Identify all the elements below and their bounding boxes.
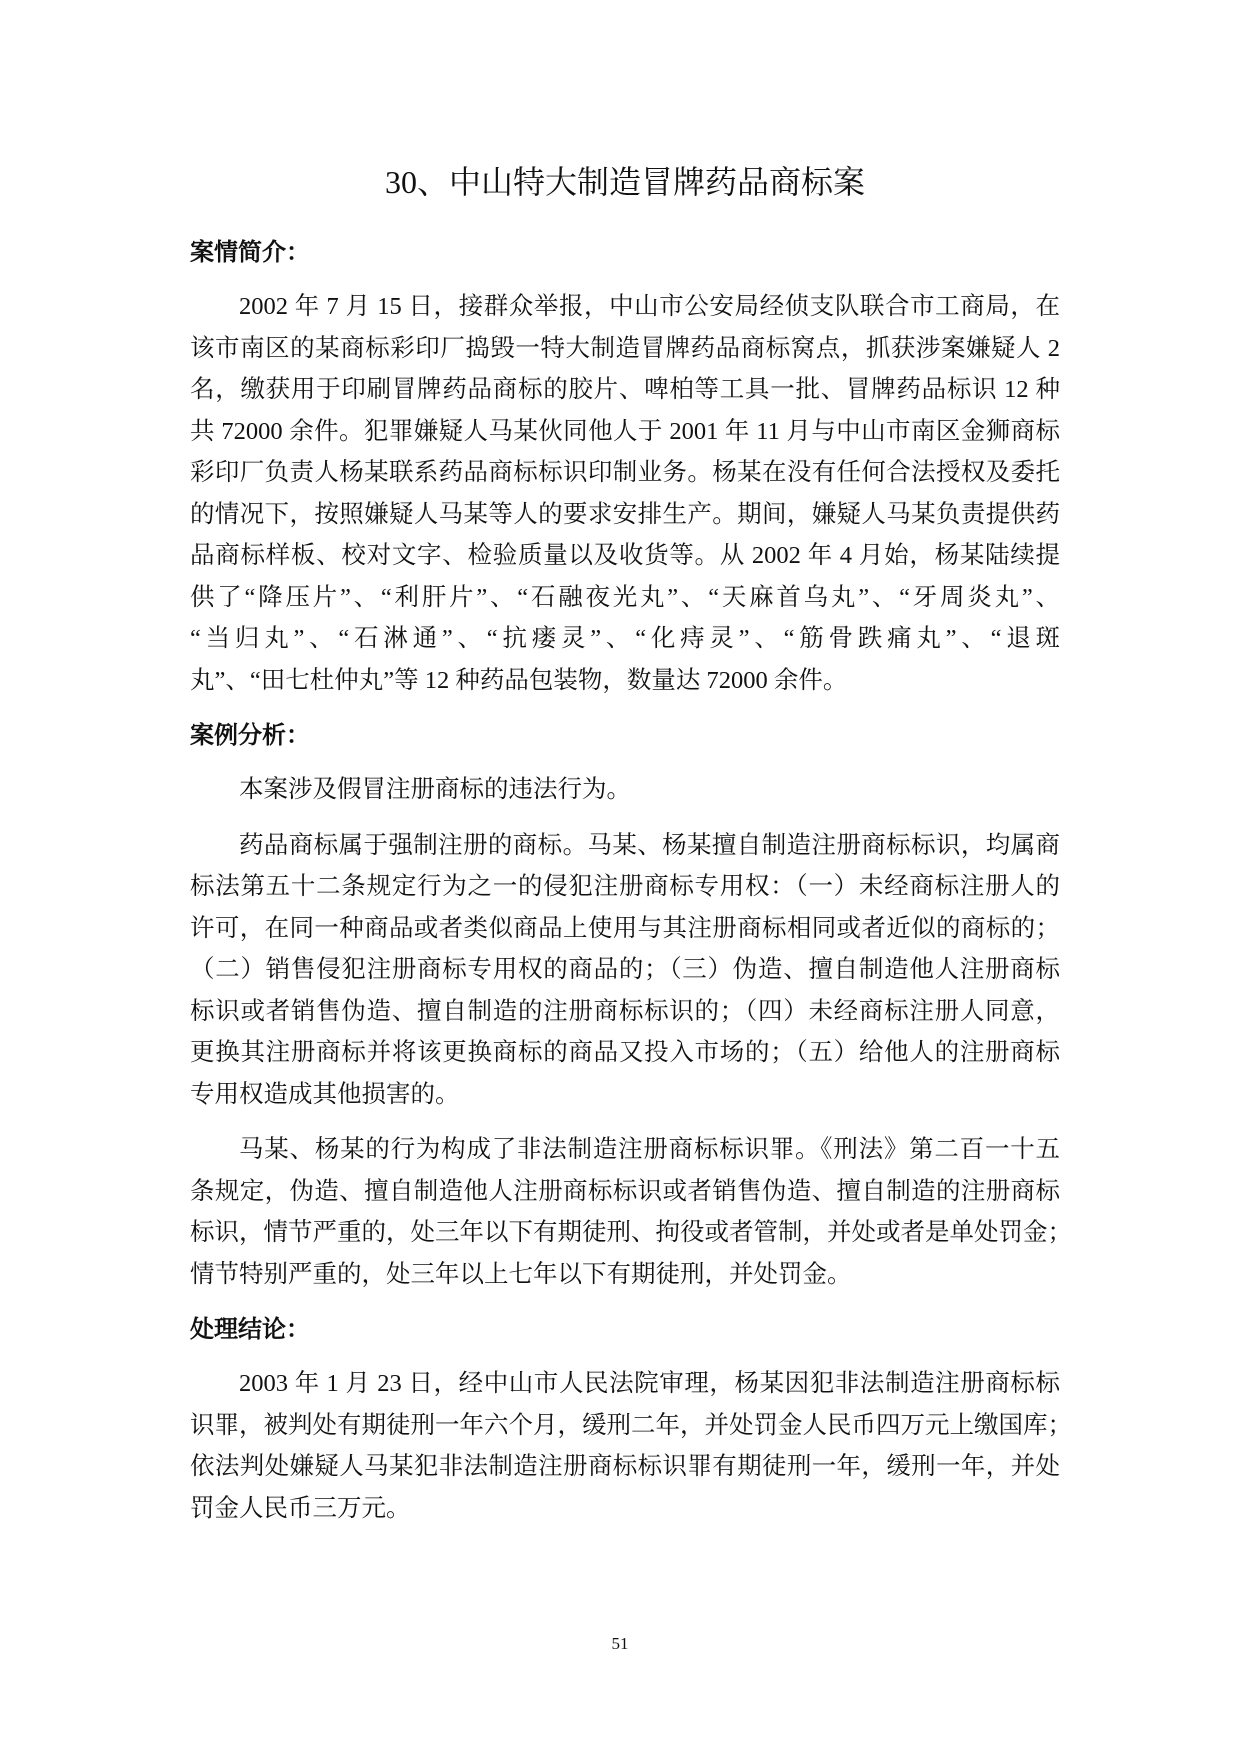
- section-heading: 案情简介：: [190, 239, 310, 266]
- text-line: 标法第五十二条规定行为之一的侵犯注册商标专用权：（一）未经商标注册人的: [190, 873, 1060, 900]
- text-line: 共 72000 余件。犯罪嫌疑人马某伙同他人于 2001 年 11 月与中山市南区金狮商标: [190, 417, 1060, 445]
- text-line: 马某、杨某的行为构成了非法制造注册商标标识罪。《刑法》第二百一十五: [239, 1136, 1060, 1163]
- section: [190, 1309, 1072, 1529]
- text-line: 识罪，被判处有期徒刑一年六个月，缓刑二年，并处罚金人民币四万元上缴国库；: [190, 1411, 1072, 1439]
- text-line: 本案涉及假冒注册商标的违法行为。: [239, 776, 631, 803]
- text-line: 该市南区的某商标彩印厂捣毁一特大制造冒牌药品商标窝点，抓获涉案嫌疑人 2: [190, 334, 1060, 362]
- text-line: 品商标样板、校对文字、检验质量以及收货等。从 2002 年 4 月始，杨某陆续提: [190, 542, 1060, 569]
- text-line: 许可，在同一种商品或者类似商品上使用与其注册商标相同或者近似的商标的；: [190, 914, 1060, 942]
- paragraph: [190, 769, 1060, 811]
- text-line: 的情况下，按照嫌疑人马某等人的要求安排生产。期间，嫌疑人马某负责提供药: [190, 500, 1060, 528]
- text-line: 药品商标属于强制注册的商标。马某、杨某擅自制造注册商标标识，均属商: [239, 831, 1060, 859]
- section: [190, 715, 1072, 1295]
- text-line: “当归丸”、“石淋通”、“抗瘘灵”、“化痔灵”、“筋骨跌痛丸”、“退斑: [190, 625, 1060, 652]
- text-line: 依法判处嫌疑人马某犯非法制造注册商标标识罪有期徒刑一年，缓刑一年，并处: [190, 1453, 1060, 1480]
- text-line: 标识或者销售伪造、擅自制造的注册商标标识的；（四）未经商标注册人同意，: [190, 997, 1060, 1025]
- section: [190, 232, 1060, 701]
- text-line: 更换其注册商标并将该更换商标的商品又投入市场的；（五）给他人的注册商标: [190, 1039, 1060, 1066]
- document-body: [190, 232, 1072, 1543]
- text-line: 2003 年 1 月 23 日，经中山市人民法院审理，杨某因犯非法制造注册商标标: [239, 1370, 1060, 1397]
- text-line: （二）销售侵犯注册商标专用权的商品的；（三）伪造、擅自制造他人注册商标: [190, 956, 1060, 983]
- text-line: 名，缴获用于印刷冒牌药品商标的胶片、啤柏等工具一批、冒牌药品标识 12 种: [190, 376, 1060, 403]
- text-line: 标识，情节严重的，处三年以下有期徒刑、拘役或者管制，并处或者是单处罚金；: [190, 1219, 1072, 1246]
- paragraph: [190, 1129, 1072, 1295]
- text-line: 彩印厂负责人杨某联系药品商标标识印制业务。杨某在没有任何合法授权及委托: [190, 459, 1060, 486]
- paragraph: [190, 1363, 1072, 1529]
- text-line: 2002 年 7 月 15 日，接群众举报，中山市公安局经侦支队联合市工商局，在: [239, 293, 1060, 320]
- text-line: 丸”、“田七杜仲丸”等 12 种药品包装物，数量达 72000 余件。: [190, 666, 848, 694]
- text-line: 专用权造成其他损害的。: [190, 1080, 460, 1108]
- text-line: 情节特别严重的，处三年以上七年以下有期徒刑，并处罚金。: [190, 1260, 852, 1288]
- text-line: 条规定，伪造、擅自制造他人注册商标标识或者销售伪造、擅自制造的注册商标: [190, 1177, 1060, 1205]
- text-line: 供了“降压片”、“利肝片”、“石融夜光丸”、“天麻首乌丸”、“牙周炎丸”、: [190, 583, 1060, 611]
- paragraph: [190, 825, 1060, 1116]
- section-heading: 案例分析：: [190, 722, 310, 749]
- page-number: 51: [611, 1634, 629, 1653]
- text-line: 罚金人民币三万元。: [190, 1494, 411, 1522]
- paragraph: [190, 286, 1060, 701]
- section-heading: 处理结论：: [190, 1316, 310, 1343]
- page-title: 30、中山特大制造冒牌药品商标案: [384, 164, 865, 200]
